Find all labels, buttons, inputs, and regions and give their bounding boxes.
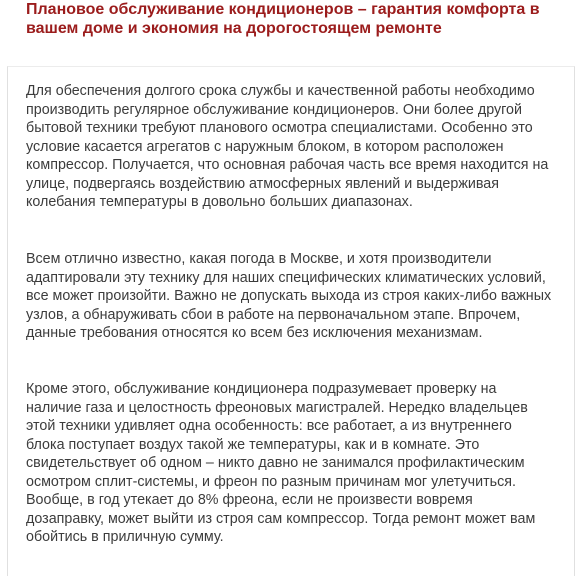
article-paragraph: Кроме этого, обслуживание кондиционера подразумевает проверку на наличие газа и целостность фреоновых магистралей. Нередко владельцев этой техники удивляет одна особенность: все работает, а из внутреннего блока поступает воздух такой же температуры, как и в комнате. Это свидетельствует об одном – никто давно не занимался профилактическим осмотром сплит-системы, и фреон по разным причинам мог улетучиться. Вообще, в год утекает до 8% фреона, если не произвести вовремя дозаправку, может выйти из строя сам компрессор. Тогда ремонт может вам обойтись в приличную сумму. xyxy=(26,381,536,545)
article-paragraph: Для обеспечения долгого срока службы и качественной работы необходимо производить регулярное обслуживание кондиционеров. Они более другой бытовой техники требуют планового осмотра специалистами. Особенно это условие касается агрегатов с наружным блоком, в котором расположен компрессор. Получается, что основная рабочая часть все время находится на улице, подвергаясь воздействию атмосферных явлений и выдерживая колебания температуры в довольно больших диапазонах. xyxy=(26,83,549,210)
article-title: Плановое обслуживание кондиционеров – гарантия комфорта в вашем доме и экономия на дорогостоящем ремонте xyxy=(26,1,540,37)
article-paragraph: Всем отлично известно, какая погода в Москве, и хотя производители адаптировали эту технику для наших специфических климатических условий, все может произойти. Важно не допускать выхода из строя каких-либо важных узлов, а обнаруживать сбои в работе на первоначальном этапе. Впрочем, данные требования относятся ко всем без исключения механизмам. xyxy=(26,251,552,341)
